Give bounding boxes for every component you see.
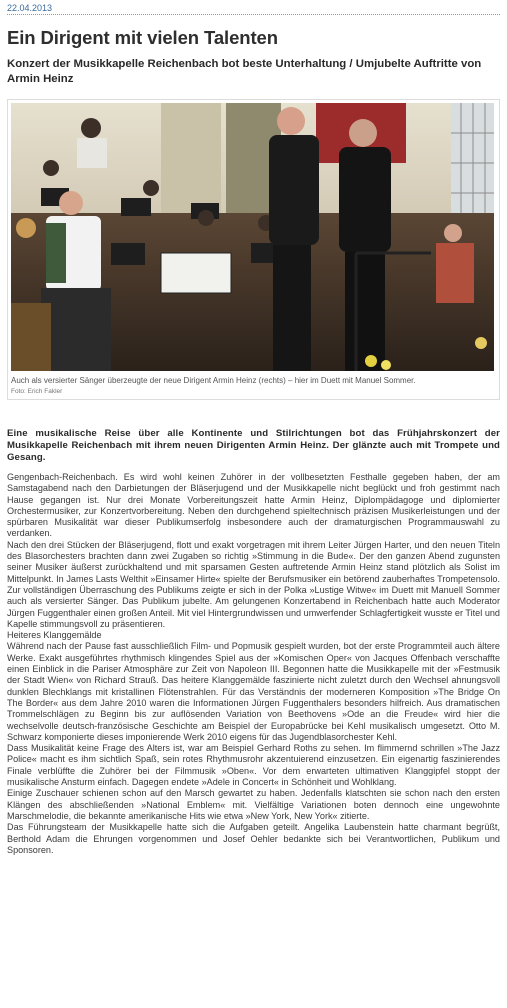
article-paragraph: Dass Musikalität keine Frage des Alters ist, war am Beispiel Gerhard Roths zu sehen. Im flimmernd schrillen »The Jazz Police« macht es ihm sichtlich Spaß, sein rotes Rhythmusrohr akzentuierend einzusetzen. Ein eigenartig faszinierendes Finale verblüffte die Zuhörer bei der Filmmusik »Oben«. Vor dem erwarteten ultimativen Klanggipfel stoppt der musikalische Ansturm einfach. Dagegen endete »Adele in Concert« in Schönheit und Wohlklang. bbox=[7, 743, 500, 788]
article-paragraph: Das Führungsteam der Musikkapelle hatte sich die Aufgaben geteilt. Angelika Laubenstein hatte charmant begrüßt, Berthold Adam die Ehrungen vorgenommen und Josef Oehler bedankte sich bei Verantwortlichen, Publikum und Sponsoren. bbox=[7, 822, 500, 855]
concert-photo[interactable] bbox=[11, 103, 494, 371]
image-credit: Foto: Erich Fakler bbox=[11, 388, 63, 395]
article-lead: Eine musikalische Reise über alle Kontinente und Stilrichtungen bot das Frühjahrskonzert der Musikkapelle Reichenbach mit ihrem neuen Dirigenten Armin Heinz. Der glänzte auch mit Trompete und Gesang. bbox=[7, 428, 500, 463]
article-paragraph: Während nach der Pause fast ausschließlich Film- und Popmusik gespielt wurden, bot der erste Programmteil auch ältere Werke. Exakt ausgeführtes rhythmisch klingendes Spiel aus der »Komischen Oper« von Jacques Offenbach verschaffte einen Einblick in die Pariser Atmosphäre zur Zeit von Napoleon III. Begonnen hatte die Musikkapelle mit der »Festmusik der Stadt Wien« von Richard Strauß. Das heitere Klanggemälde faszinierte nicht zuletzt durch den Wechsel ahnungsvoll dunklen Blechklangs mit kristallinen Flötenstrahlen. Für das Verständnis der moderneren Komposition »The Bridge On The Border« aus dem Jahre 2010 waren die Informationen Jürgen Fuggenthalers besonders hilfreich. Aus dramatischen Trommelschlägen zu Beginn bis zur auflösenden Variation von Beethovens »Ode an die Freude« wird hier die wechselvolle deutsch-französische Geschichte am Beispiel der Europabrücke bei Kehl musikalisch umgesetzt. Otto M. Schwarz komponierte dieses imponierende Werk 2010 eigens für das Jugendblasorchester Kehl. bbox=[7, 641, 500, 742]
concert-photo-illustration bbox=[11, 103, 494, 371]
article-subtitle: Konzert der Musikkapelle Reichenbach bot beste Unterhaltung / Umjubelte Auftritte von Armin Heinz bbox=[7, 58, 482, 85]
article-date: 22.04.2013 bbox=[7, 3, 53, 13]
dotted-divider bbox=[7, 14, 500, 15]
article bbox=[7, 0, 500, 856]
article-body bbox=[7, 472, 500, 856]
page-title: Ein Dirigent mit vielen Talenten bbox=[7, 27, 278, 48]
article-paragraph: Einige Zuschauer schienen schon auf den Marsch gewartet zu haben. Jedenfalls klatschten sie schon nach den ersten Klängen des abschließenden »National Emblem« mit. Vielfältige Variationen boten dennoch eine ungewohnte Marschmelodie, die bekannte amerikanische Hits wie etwa »New York, New York« zitierte. bbox=[7, 788, 500, 821]
section-heading: Heiteres Klanggemälde bbox=[7, 630, 102, 641]
article-paragraph: Nach den drei Stücken der Bläserjugend, flott und exakt vorgetragen mit ihrem Leiter Jürgen Harter, und den neuen Titeln des Blasorchesters brachten dann zwei Zugaben so richtig »Stimmung in die Bude«. Der den ganzen Abend zugunsten seiner Musiker äußerst zurückhaltend und mit sparsamen Gesten auftretende Armin Heinz stand plötzlich als Solist im Mittelpunkt. In James Lasts Welthit »Einsamer Hirte« spielte der Berufsmusiker ein betörend zauberhaftes Trompetensolo. Zur vollständigen Überraschung des Publikums zeigte er sich in der Polka »Lustige Witwe« im Duett mit Manuell Sommer auch als versierter Sänger. Das Publikum jubelte. Am gelungenen Konzertabend in Reichenbach hatte auch Moderator Jürgen Fuggenthaler einen großen Anteil. Mit viel Hintergrundwissen und umwerfender Schlagfertigkeit wusste er Titel und Kapelle stimmungsvoll zu präsentieren. bbox=[7, 539, 500, 629]
image-caption: Auch als versierter Sänger überzeugte der neue Dirigent Armin Heinz (rechts) – hier im Duett mit Manuel Sommer. bbox=[11, 376, 416, 385]
article-figure bbox=[7, 99, 500, 400]
article-paragraph: Gengenbach-Reichenbach. Es wird wohl keinen Zuhörer in der vollbesetzten Festhalle gegeben haben, der am Samstagabend nach den Darbietungen der Bläserjugend und der Musikkapelle nicht beglückt und froh gestimmt nach Hause gegangen ist. Nur drei Monate Vorbereitungszeit hatte Armin Heinz, Diplompädagoge und diplomierter Orchestermusiker, zur Konzertvorbereitung. Neben den durchgehend spieltechnisch präzisen Musikerleistungen und der spürbaren Musikalität war dieser Publikumserfolg insbesondere auch der dramaturgischen Programmauswahl zu verdanken. bbox=[7, 472, 500, 539]
